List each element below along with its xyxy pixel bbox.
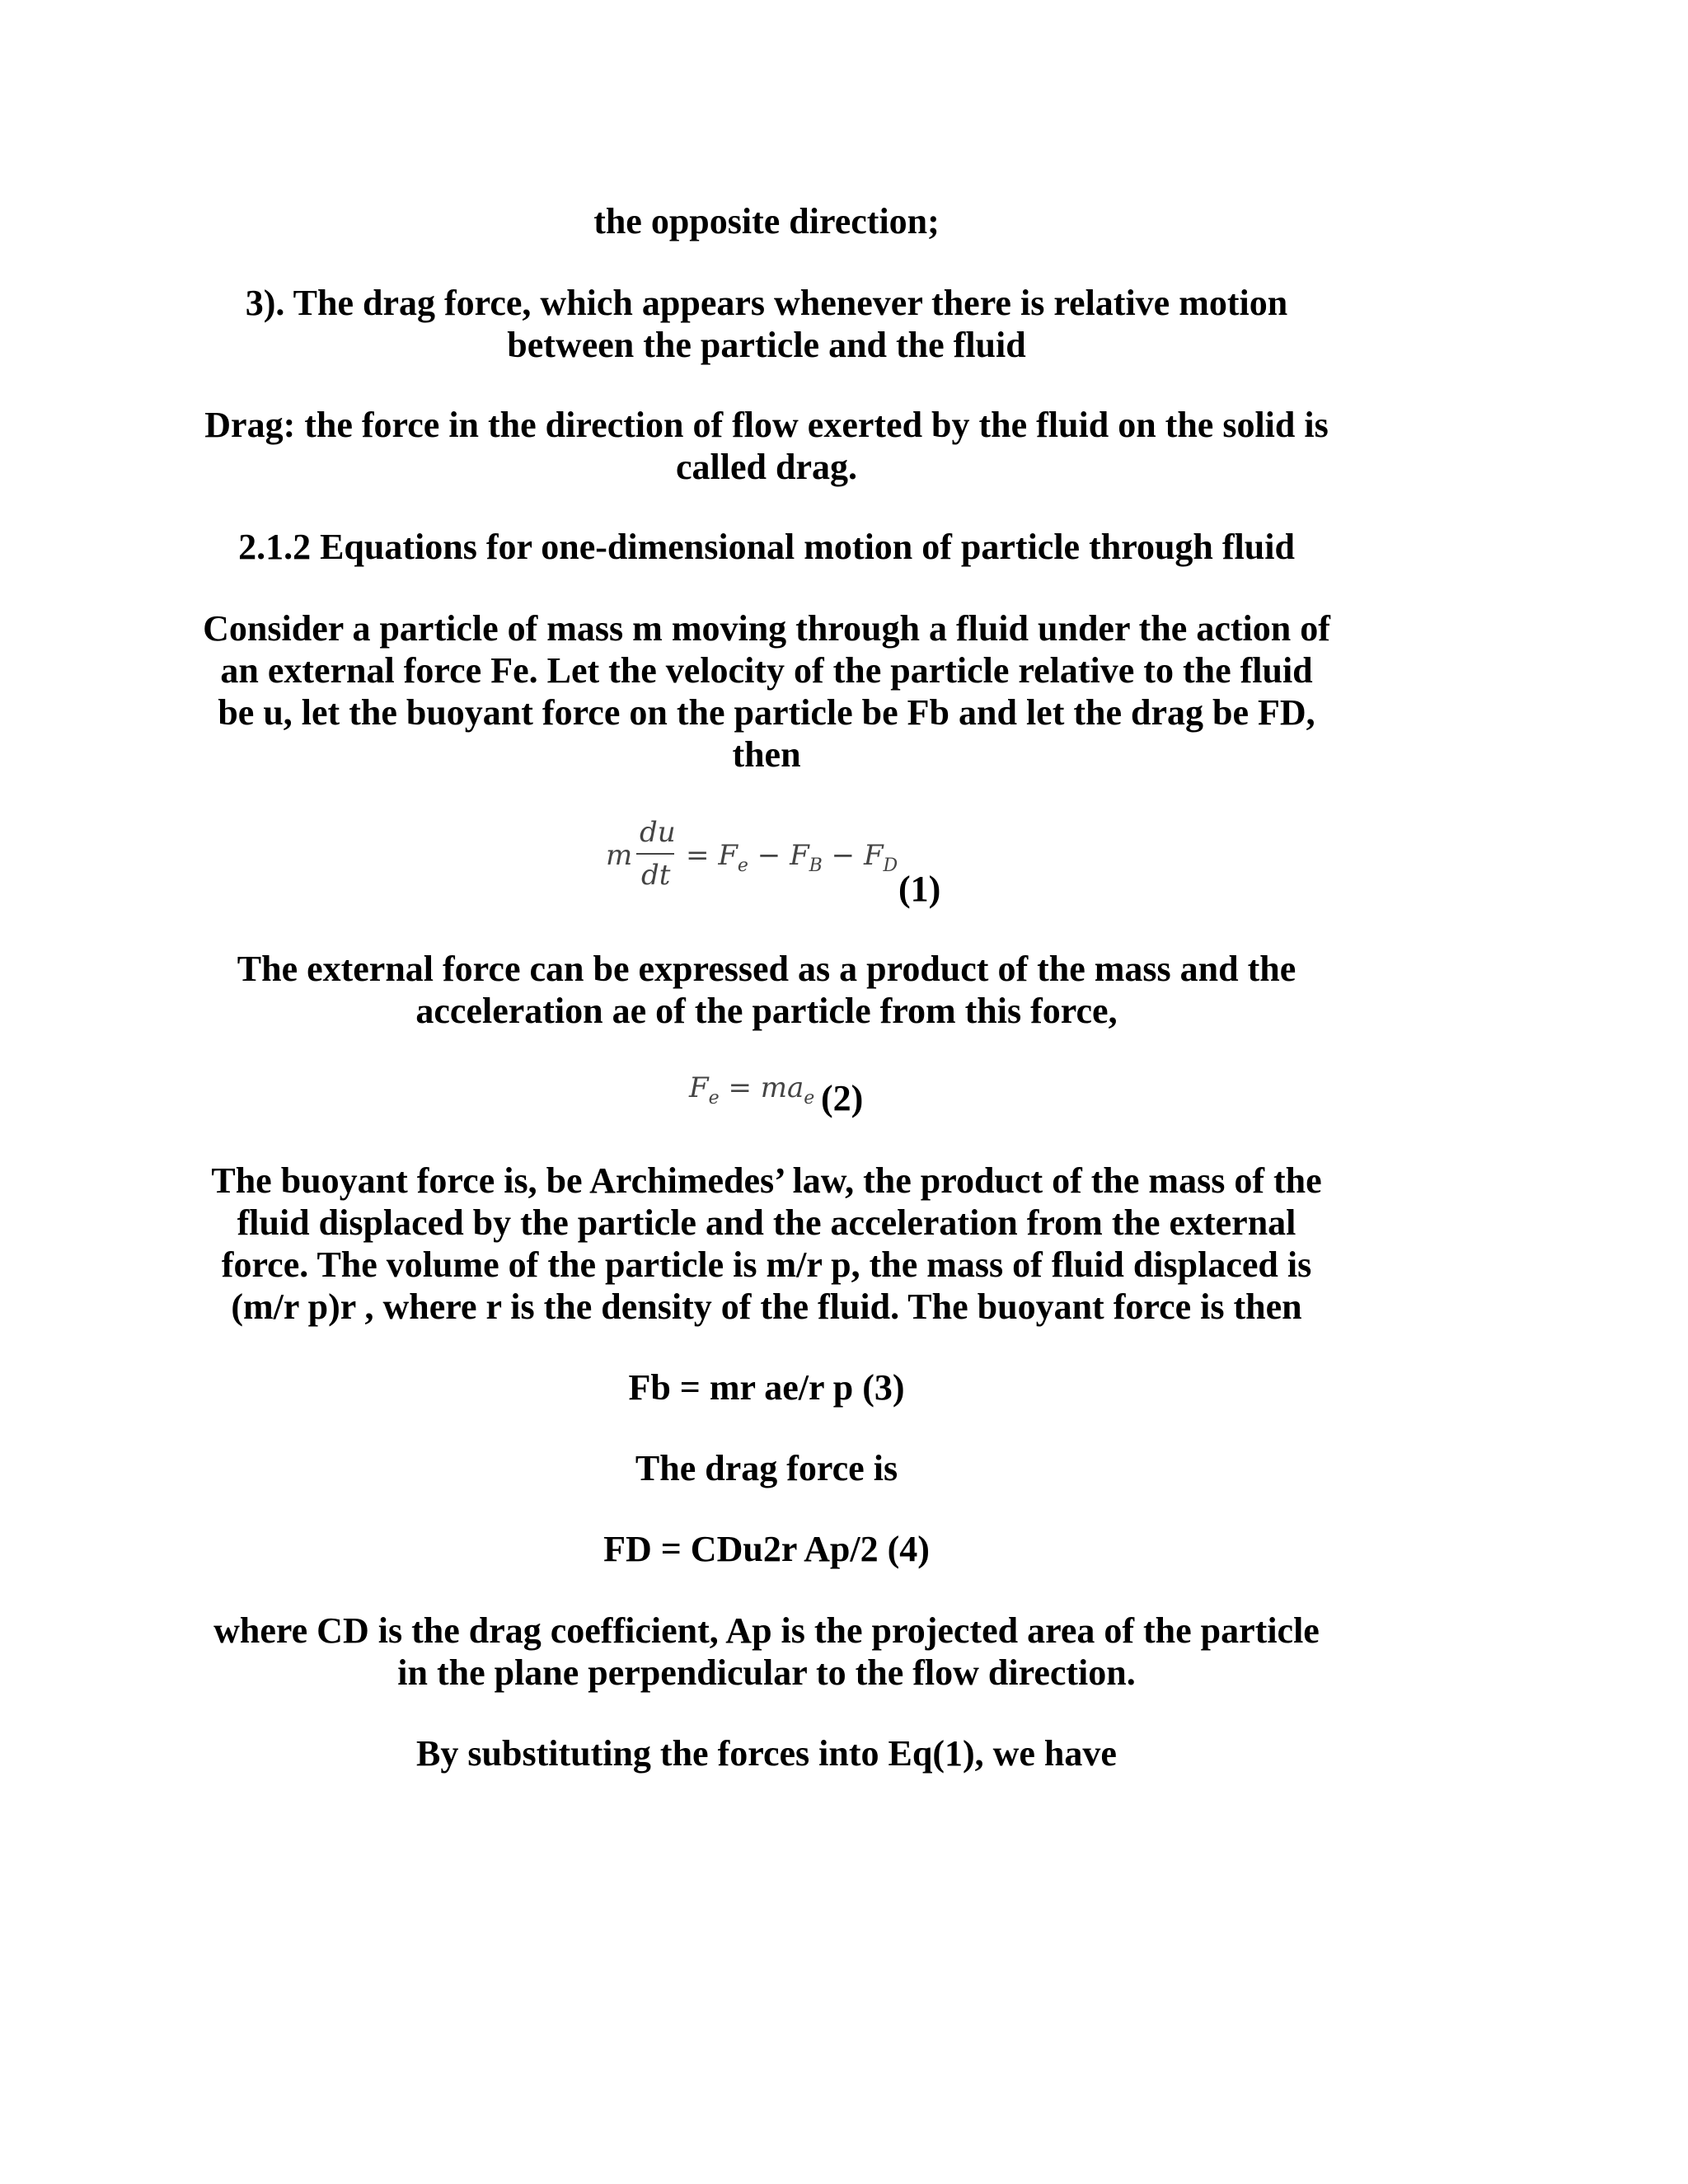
text-line: in the plane perpendicular to the flow direction. (397, 1652, 1136, 1693)
text-line: acceleration ae of the particle from this force, (415, 991, 1118, 1031)
text-line: force. The volume of the particle is m/r p, the mass of fluid displaced is (221, 1244, 1312, 1285)
text-line: Consider a particle of mass m moving through a fluid under the action of (203, 608, 1330, 649)
eq2-expression: $F_e = ma_e$ (689, 1071, 815, 1108)
eq1-numerator: du (640, 816, 676, 849)
text-line: fluid displaced by the particle and the acceleration from the external (237, 1202, 1296, 1243)
text-line: By substituting the forces into Eq(1), we have (416, 1733, 1117, 1774)
text-line: The buoyant force is, be Archimedes’ law, the product of the mass of the (211, 1160, 1322, 1201)
text-line: between the particle and the fluid (507, 325, 1026, 365)
equation-4: FD = CDu2r Ap/2 (4) (603, 1529, 930, 1569)
text-line: an external force Fe. Let the velocity of the particle relative to the fluid (220, 650, 1313, 691)
equation-number: (1) (898, 869, 941, 909)
eq1-denominator: dt (641, 859, 671, 892)
equation-3: Fb = mr ae/r p (3) (628, 1367, 905, 1408)
text-line: where CD is the drag coefficient, Ap is the projected area of the particle (213, 1610, 1320, 1651)
text-line: be u, let the buoyant force on the particle be Fb and let the drag be FD, (218, 692, 1315, 733)
text-line: 3). The drag force, which appears whenever there is relative motion (245, 283, 1288, 323)
eq1-m: m (606, 839, 633, 872)
text-line: (m/r p)r , where r is the density of the fluid. The buoyant force is then (231, 1286, 1302, 1327)
text-line: The drag force is (635, 1448, 898, 1488)
text-line: the opposite direction; (593, 201, 940, 241)
equation-number: (2) (821, 1078, 864, 1118)
section-heading: 2.1.2 Equations for one-dimensional motion of particle through fluid (238, 527, 1295, 567)
eq1-expression: = $F_e - F_B - F_D$ (686, 839, 898, 876)
text-line: called drag. (676, 447, 857, 487)
text-line: The external force can be expressed as a product of the mass and the (237, 949, 1296, 989)
text-line: then (732, 734, 801, 775)
text-line: Drag: the force in the direction of flow exerted by the fluid on the solid is (204, 405, 1329, 445)
eq1-fraction-bar (636, 853, 674, 855)
